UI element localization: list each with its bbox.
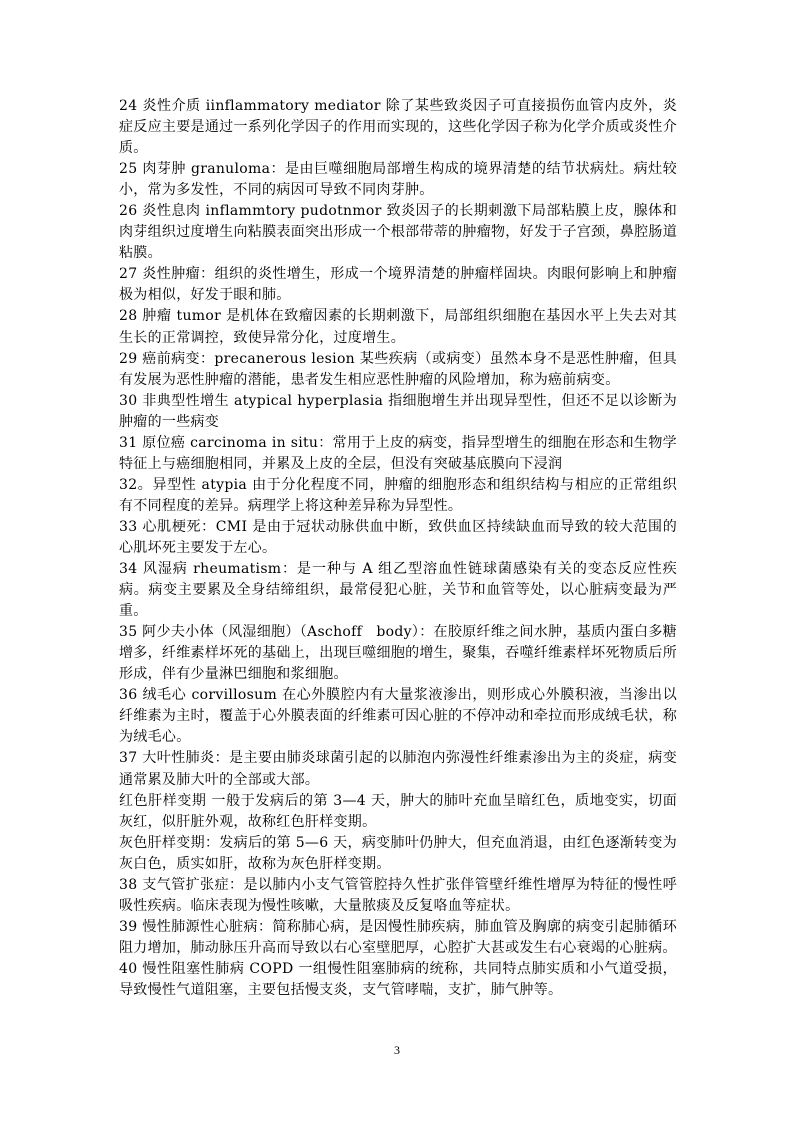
entry-33: 33 心肌梗死：CMI 是由于冠状动脉供血中断，致供血区持续缺血而导致的较大范围的心肌坏死主要发于左心。 (119, 518, 677, 556)
entry-37: 37 大叶性肺炎：是主要由肺炎球菌引起的以肺泡内弥漫性纤维素渗出为主的炎症，病变通常累及肺大叶的全部或大部。 (119, 750, 677, 788)
entry-26: 26 炎性息肉 inflammtory pudotnmor 致炎因子的长期刺激下局部粘膜上皮，腺体和肉芽组织过度增生向粘膜表面突出形成一个根部带蒂的肿瘤物，好发于子宫颈，鼻腔肠道粘膜。 (119, 203, 677, 262)
entry-34: 34 风湿病 rheumatism：是一种与 A 组乙型溶血性链球菌感染有关的变态反应性疾病。病变主要累及全身结缔组织，最常侵犯心脏，关节和血管等处，以心脏病变最为严重。 (119, 561, 677, 620)
entry-35: 35 阿少夫小体（风湿细胞）（Aschoff body）：在胶原纤维之间水肿，基质内蛋白多糖增多，纤维素样坏死的基础上，出现巨噬细胞的增生，聚集，吞噬纤维素样坏死物质后所形成，伴有少量淋巴细胞和浆细胞。 (119, 624, 677, 683)
entry-24: 24 炎性介质 iinflammatory mediator 除了某些致炎因子可直接损伤血管内皮外，炎症反应主要是通过一系列化学因子的作用而实现的，这些化学因子称为化学介质或炎性介质。 (119, 98, 677, 157)
entry-30: 30 非典型性增生 atypical hyperplasia 指细胞增生并出现异型性，但还不足以诊断为肿瘤的一些病变 (119, 392, 677, 430)
entry-32: 32。异型性 atypia 由于分化程度不同，肿瘤的细胞形态和组织结构与相应的正常组织有不同程度的差异。病理学上将这种差异称为异型性。 (119, 476, 677, 514)
entry-red-hepatization: 红色肝样变期 一般于发病后的第 3—4 天，肿大的肺叶充血呈暗红色，质地变实，切面灰红，似肝脏外观，故称红色肝样变期。 (119, 792, 677, 830)
entry-31: 31 原位癌 carcinoma in situ：常用于上皮的病变，指异型增生的细胞在形态和生物学特征上与癌细胞相同，并累及上皮的全层，但没有突破基底膜向下浸润 (119, 434, 677, 472)
entry-28: 28 肿瘤 tumor 是机体在致瘤因素的长期刺激下，局部组织细胞在基因水平上失去对其生长的正常调控，致使异常分化，过度增生。 (119, 308, 677, 346)
entry-40: 40 慢性阻塞性肺病 COPD 一组慢性阻塞肺病的统称，共同特点肺实质和小气道受损，导致慢性气道阻塞，主要包括慢支炎，支气管哮喘，支扩，肺气肿等。 (119, 960, 677, 998)
entry-gray-hepatization: 灰色肝样变期：发病后的第 5—6 天，病变肺叶仍肿大，但充血消退，由红色逐渐转变为灰白色，质实如肝，故称为灰色肝样变期。 (119, 834, 677, 872)
entry-39: 39 慢性肺源性心脏病：简称肺心病，是因慢性肺疾病，肺血管及胸廓的病变引起肺循环阻力增加，肺动脉压升高而导致以右心室壁肥厚，心腔扩大甚或发生右心衰竭的心脏病。 (119, 918, 677, 956)
entry-29: 29 癌前病变：precanerous lesion 某些疾病（或病变）虽然本身不是恶性肿瘤，但具有发展为恶性肿瘤的潜能，患者发生相应恶性肿瘤的风险增加，称为癌前病变。 (119, 350, 677, 388)
entry-25: 25 肉芽肿 granuloma：是由巨噬细胞局部增生构成的境界清楚的结节状病灶。病灶较小，常为多发性，不同的病因可导致不同肉芽肿。 (119, 161, 677, 199)
page-number: 3 (394, 1043, 400, 1057)
page-content (119, 96, 677, 1001)
entry-36: 36 绒毛心 corvillosum 在心外膜腔内有大量浆液渗出，则形成心外膜积液，当渗出以纤维素为主时，覆盖于心外膜表面的纤维素可因心脏的不停冲动和牵拉而形成绒毛状，称为绒毛心。 (119, 687, 677, 746)
entry-27: 27 炎性肿瘤：组织的炎性增生，形成一个境界清楚的肿瘤样固块。肉眼何影响上和肿瘤极为相似，好发于眼和肺。 (119, 266, 677, 304)
entry-38: 38 支气管扩张症：是以肺内小支气管管腔持久性扩张伴管壁纤维性增厚为特征的慢性呼吸性疾病。临床表现为慢性咳嗽，大量脓痰及反复咯血等症状。 (119, 876, 677, 914)
